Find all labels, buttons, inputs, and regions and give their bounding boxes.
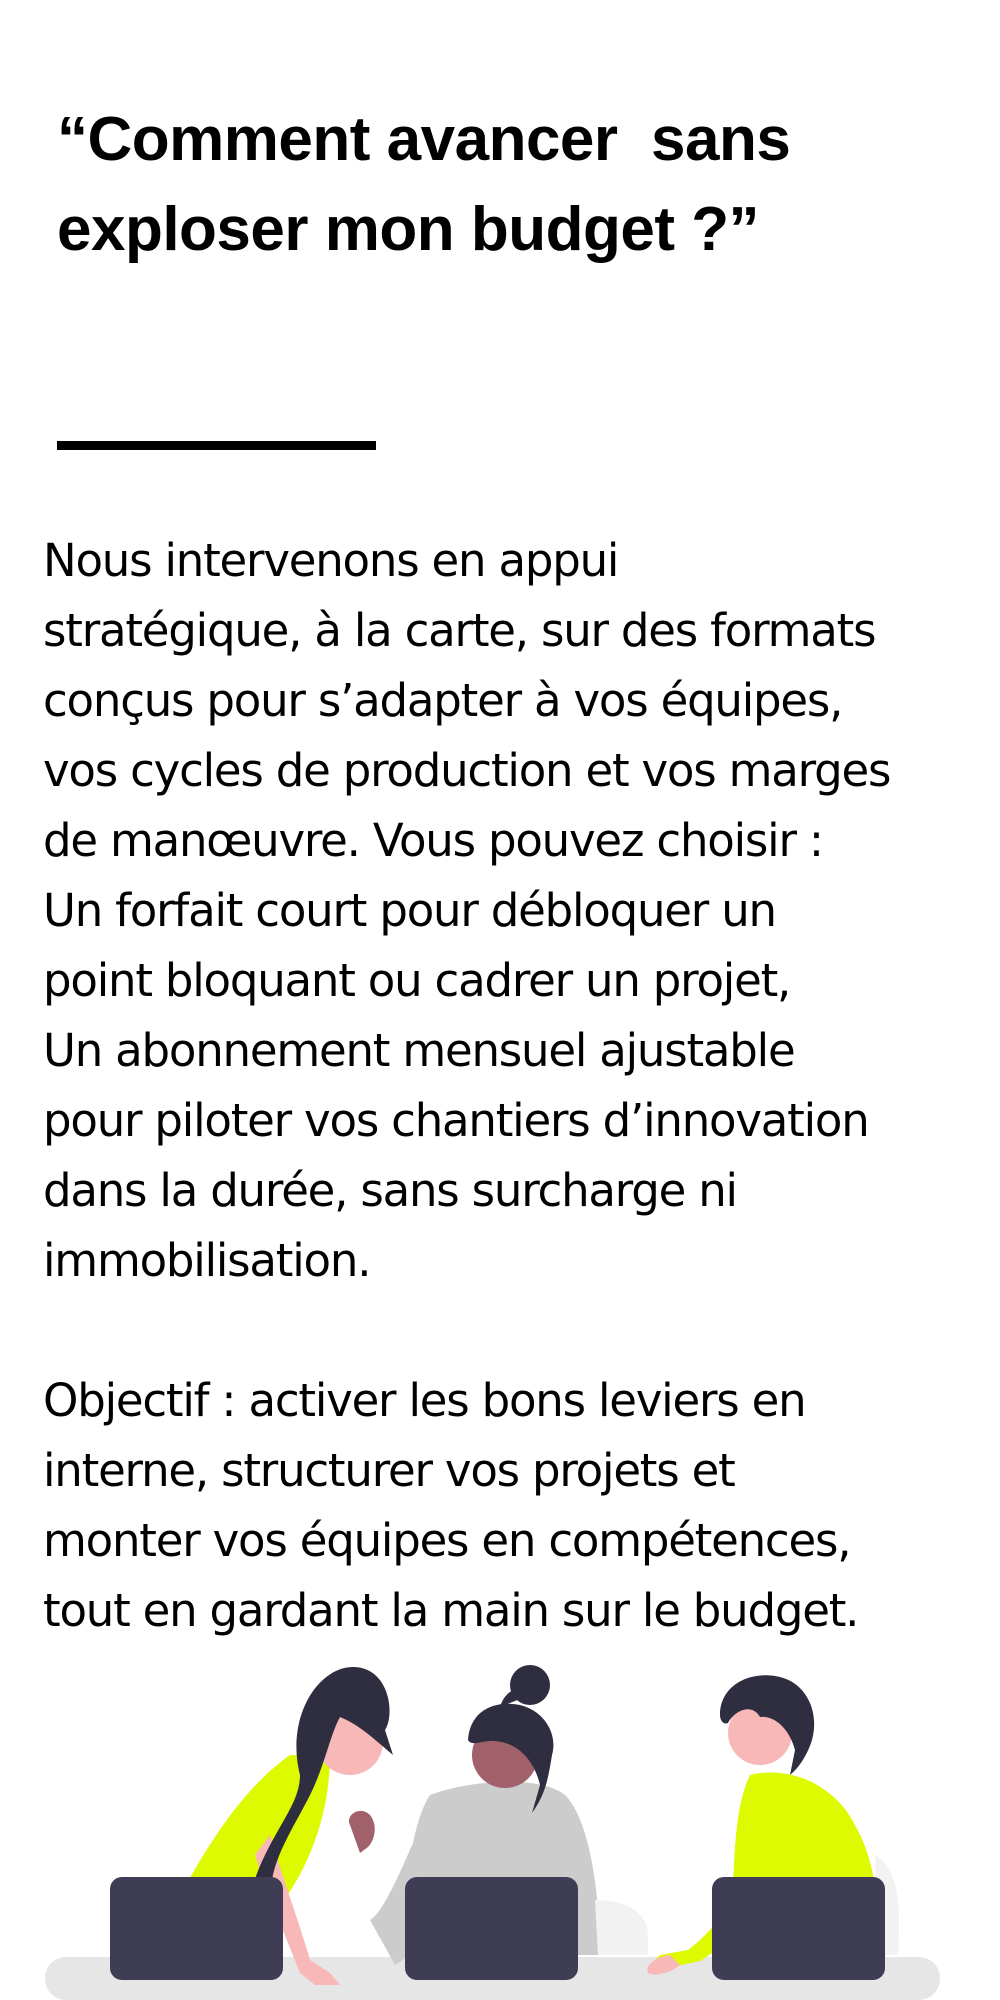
paragraph-gap bbox=[43, 1296, 993, 1366]
person-middle bbox=[349, 1665, 648, 1980]
title-line-2: exploser mon budget ?” bbox=[57, 195, 760, 264]
text-line: immobilisation. bbox=[43, 1234, 371, 1287]
text-line: Nous intervenons en appui bbox=[43, 534, 619, 587]
text-line: conçus pour s’adapter à vos équipes, bbox=[43, 674, 843, 727]
page-title bbox=[57, 95, 957, 275]
text-line: stratégique, à la carte, sur des formats bbox=[43, 604, 876, 657]
body-text bbox=[43, 526, 993, 1646]
text-line: point bloquant ou cadrer un projet, bbox=[43, 954, 791, 1007]
title-line-1: “Comment avancer sans bbox=[57, 105, 791, 174]
text-line: pour piloter vos chantiers d’innovation bbox=[43, 1094, 869, 1147]
text-line: dans la durée, sans surcharge ni bbox=[43, 1164, 737, 1217]
text-line: Un forfait court pour débloquer un bbox=[43, 884, 776, 937]
team-illustration bbox=[0, 1655, 1000, 2000]
text-line: vos cycles de production et vos marges bbox=[43, 744, 891, 797]
title-divider bbox=[57, 441, 376, 450]
person-right bbox=[647, 1675, 899, 1980]
text-line: Un abonnement mensuel ajustable bbox=[43, 1024, 795, 1077]
text-line: monter vos équipes en compétences, bbox=[43, 1514, 851, 1567]
text-line: Objectif : activer les bons leviers en bbox=[43, 1374, 806, 1427]
text-line: tout en gardant la main sur le budget. bbox=[43, 1584, 859, 1637]
text-line: interne, structurer vos projets et bbox=[43, 1444, 735, 1497]
text-line: de manœuvre. Vous pouvez choisir : bbox=[43, 814, 823, 867]
